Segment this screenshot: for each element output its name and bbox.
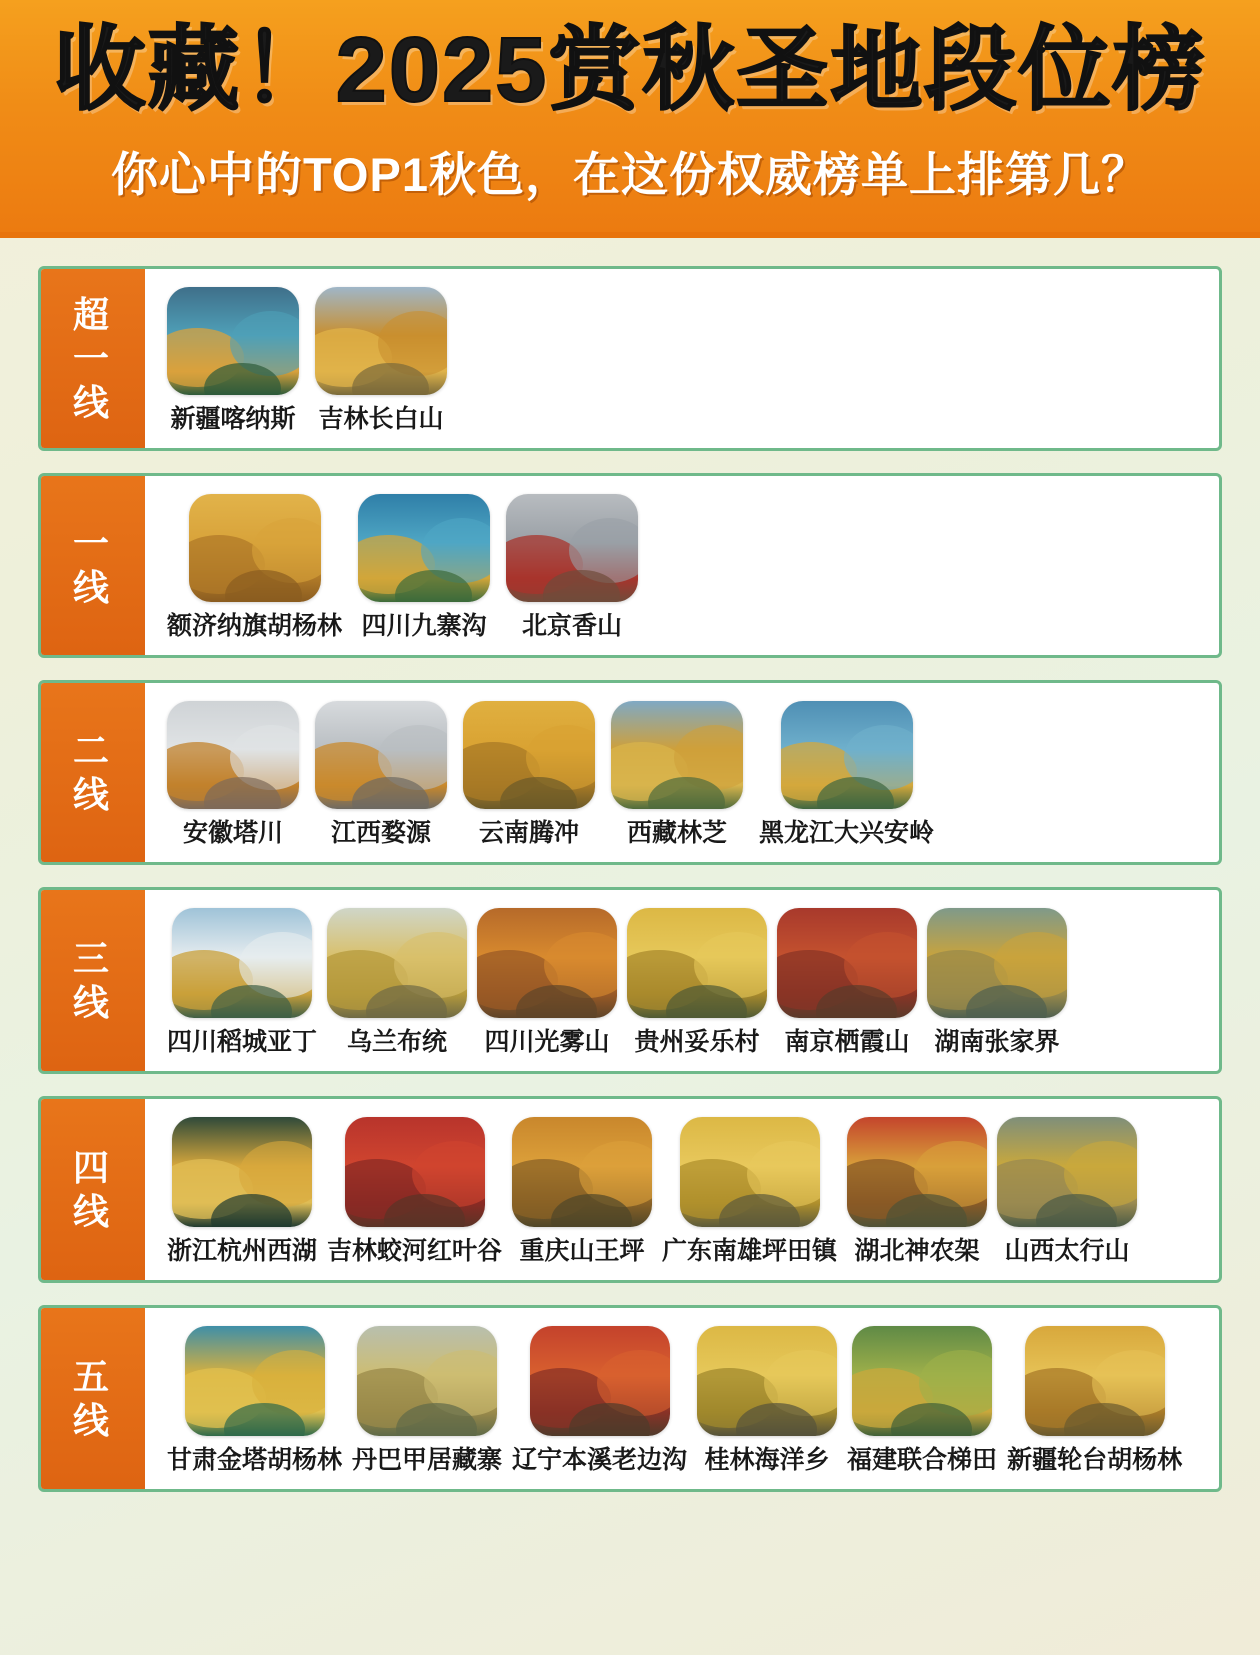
destination-thumbnail[interactable]: [530, 1326, 670, 1436]
destination-thumbnail[interactable]: [627, 908, 767, 1018]
destination-name: 安徽塔川: [182, 819, 283, 847]
tier-label-char: 二: [72, 729, 113, 771]
destination-name: 北京香山: [522, 612, 623, 640]
destination-thumbnail[interactable]: [327, 908, 467, 1018]
destination-item[interactable]: [167, 1326, 342, 1475]
destination-thumbnail[interactable]: [512, 1117, 652, 1227]
tier-items: [145, 1308, 1219, 1489]
tier-row: [38, 887, 1222, 1074]
destination-thumbnail[interactable]: [997, 1117, 1137, 1227]
destination-name: 桂林海洋乡: [704, 1446, 830, 1474]
destination-thumbnail[interactable]: [172, 908, 312, 1018]
destination-item[interactable]: [847, 1326, 997, 1475]
destination-item[interactable]: [512, 1117, 652, 1266]
destination-thumbnail[interactable]: [506, 494, 638, 602]
tier-label-char: 线: [72, 1190, 113, 1232]
destination-item[interactable]: [358, 494, 490, 641]
destination-item[interactable]: [463, 701, 595, 848]
destination-name: 贵州妥乐村: [634, 1028, 760, 1056]
destination-name: 吉林长白山: [318, 405, 444, 433]
destination-name: 江西婺源: [330, 819, 431, 847]
tier-label: [41, 476, 145, 655]
destination-item[interactable]: [315, 287, 447, 434]
destination-item[interactable]: [327, 1117, 502, 1266]
destination-name: 重庆山王坪: [519, 1237, 645, 1265]
destination-thumbnail[interactable]: [852, 1326, 992, 1436]
destination-name: 黑龙江大兴安岭: [759, 819, 935, 847]
destination-name: 四川九寨沟: [361, 612, 487, 640]
tier-label-char: 五: [72, 1355, 113, 1397]
destination-name: 湖北神农架: [854, 1237, 980, 1265]
destination-thumbnail[interactable]: [777, 908, 917, 1018]
destination-item[interactable]: [927, 908, 1067, 1057]
tier-items: [145, 476, 1219, 655]
destination-item[interactable]: [662, 1117, 837, 1266]
destination-item[interactable]: [847, 1117, 987, 1266]
destination-thumbnail[interactable]: [477, 908, 617, 1018]
destination-item[interactable]: [627, 908, 767, 1057]
destination-name: 新疆轮台胡杨林: [1007, 1446, 1183, 1474]
destination-thumbnail[interactable]: [611, 701, 743, 809]
destination-thumbnail[interactable]: [358, 494, 490, 602]
destination-thumbnail[interactable]: [167, 287, 299, 395]
destination-item[interactable]: [167, 1117, 317, 1266]
destination-item[interactable]: [697, 1326, 837, 1475]
tier-items: [145, 269, 1219, 448]
tier-label-char: 线: [72, 981, 113, 1023]
destination-name: 丹巴甲居藏寨: [352, 1446, 503, 1474]
destination-thumbnail[interactable]: [1025, 1326, 1165, 1436]
destination-name: 广东南雄坪田镇: [662, 1237, 838, 1265]
destination-name: 吉林蛟河红叶谷: [327, 1237, 503, 1265]
destination-item[interactable]: [315, 701, 447, 848]
tier-label-char: 线: [72, 566, 113, 608]
destination-name: 新疆喀纳斯: [170, 405, 296, 433]
destination-item[interactable]: [611, 701, 743, 848]
tier-label: [41, 890, 145, 1071]
destination-name: 额济纳旗胡杨林: [167, 612, 343, 640]
destination-item[interactable]: [512, 1326, 687, 1475]
page-header: [0, 0, 1260, 238]
destination-name: 南京栖霞山: [784, 1028, 910, 1056]
destination-item[interactable]: [327, 908, 467, 1057]
destination-thumbnail[interactable]: [781, 701, 913, 809]
tier-label: [41, 683, 145, 862]
destination-item[interactable]: [167, 701, 299, 848]
destination-item[interactable]: [759, 701, 934, 848]
destination-thumbnail[interactable]: [315, 701, 447, 809]
destination-item[interactable]: [167, 494, 342, 641]
destination-name: 福建联合梯田: [847, 1446, 998, 1474]
destination-name: 浙江杭州西湖: [167, 1237, 318, 1265]
destination-name: 四川稻城亚丁: [167, 1028, 318, 1056]
destination-item[interactable]: [777, 908, 917, 1057]
tier-label-char: 三: [72, 937, 113, 979]
destination-name: 辽宁本溪老边沟: [512, 1446, 688, 1474]
tier-row: [38, 1305, 1222, 1492]
tier-row: [38, 1096, 1222, 1283]
destination-thumbnail[interactable]: [927, 908, 1067, 1018]
tier-label-char: 一: [72, 522, 113, 564]
tier-label-char: 四: [72, 1146, 113, 1188]
destination-thumbnail[interactable]: [463, 701, 595, 809]
destination-item[interactable]: [997, 1117, 1137, 1266]
tier-label-char: 超: [72, 293, 113, 335]
tier-row: [38, 473, 1222, 658]
destination-name: 甘肃金塔胡杨林: [167, 1446, 343, 1474]
destination-item[interactable]: [1007, 1326, 1182, 1475]
destination-thumbnail[interactable]: [315, 287, 447, 395]
tier-label: [41, 1099, 145, 1280]
destination-thumbnail[interactable]: [172, 1117, 312, 1227]
destination-thumbnail[interactable]: [697, 1326, 837, 1436]
destination-thumbnail[interactable]: [185, 1326, 325, 1436]
destination-name: 山西太行山: [1004, 1237, 1130, 1265]
destination-name: 云南腾冲: [478, 819, 579, 847]
destination-thumbnail[interactable]: [189, 494, 321, 602]
page-subtitle: 你心中的TOP1秋色，在这份权威榜单上排第几？: [111, 148, 1149, 201]
tier-items: [145, 890, 1219, 1071]
destination-thumbnail[interactable]: [167, 701, 299, 809]
tier-items: [145, 1099, 1219, 1280]
tier-board: [0, 238, 1260, 1524]
destination-item[interactable]: [167, 287, 299, 434]
tier-label: [41, 1308, 145, 1489]
destination-name: 乌兰布统: [347, 1028, 448, 1056]
page-title: 收藏！2025赏秋圣地段位榜: [53, 19, 1207, 121]
destination-item[interactable]: [506, 494, 638, 641]
destination-thumbnail[interactable]: [680, 1117, 820, 1227]
destination-thumbnail[interactable]: [357, 1326, 497, 1436]
tier-label-char: 一: [72, 337, 113, 379]
destination-name: 四川光雾山: [484, 1028, 610, 1056]
destination-item[interactable]: [167, 908, 317, 1057]
tier-items: [145, 683, 1219, 862]
tier-label: [41, 269, 145, 448]
destination-thumbnail[interactable]: [345, 1117, 485, 1227]
destination-thumbnail[interactable]: [847, 1117, 987, 1227]
tier-label-char: 线: [72, 381, 113, 423]
tier-row: [38, 266, 1222, 451]
tier-row: [38, 680, 1222, 865]
destination-name: 湖南张家界: [934, 1028, 1060, 1056]
tier-label-char: 线: [72, 773, 113, 815]
destination-item[interactable]: [477, 908, 617, 1057]
destination-item[interactable]: [352, 1326, 502, 1475]
tier-label-char: 线: [72, 1399, 113, 1441]
destination-name: 西藏林芝: [626, 819, 727, 847]
